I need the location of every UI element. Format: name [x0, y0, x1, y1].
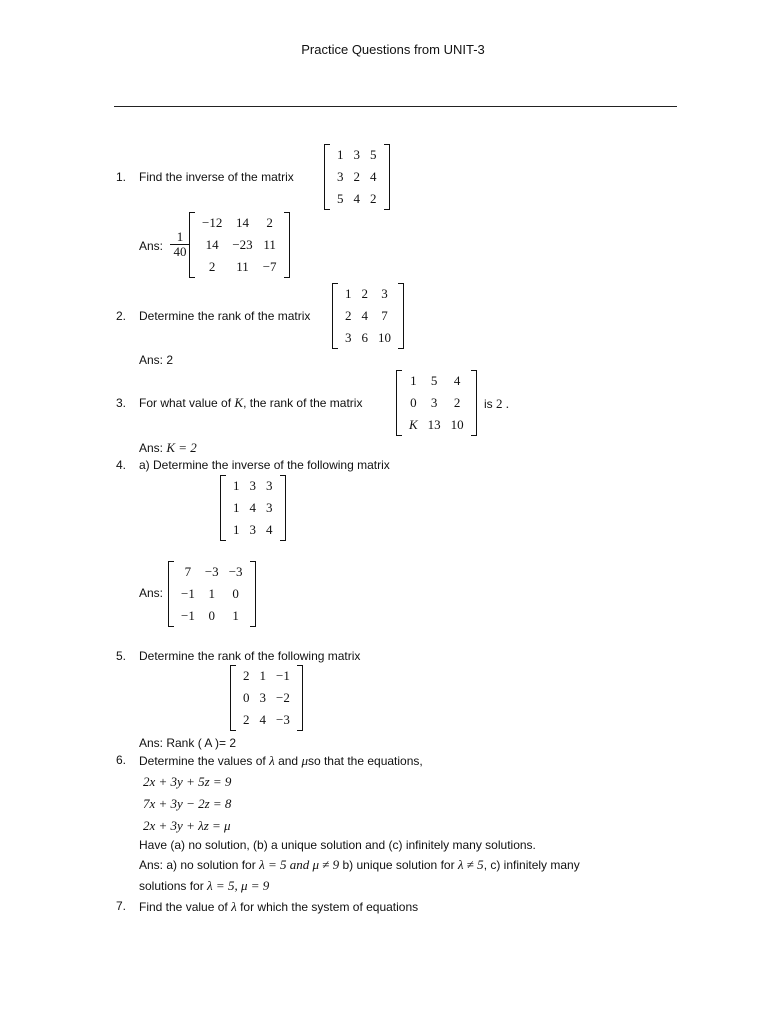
q5-number: 5. [116, 649, 127, 663]
q2-number: 2. [116, 309, 127, 323]
q3-text-c: is 2 . [484, 396, 510, 411]
q6-answer-line-1: Ans: a) no solution for λ = 5 and μ ≠ 9 b) unique solution for λ ≠ 5, c) infinitely many [139, 857, 580, 872]
q5-text: Determine the rank of the following matrix [139, 649, 361, 663]
q6-equation-1: 2x + 3y + 5z = 9 [143, 774, 232, 789]
q7-text: Find the value of λ for which the system of equations [139, 899, 419, 914]
q1-number: 1. [116, 170, 127, 184]
q3-text [139, 395, 362, 411]
q6-equation-2: 7x + 3y − 2z = 8 [143, 796, 232, 811]
q1-fraction: $\frac{1}{40}$ [170, 230, 190, 259]
q5-matrix: 2 1 −1 0 3 −2 2 4 −3 [230, 665, 303, 731]
q4-text: a) Determine the inverse of the following matrix [139, 458, 390, 472]
q2-text: Determine the rank of the matrix [139, 309, 311, 323]
q3-var: K [234, 395, 244, 410]
q4-answer-matrix: 7 −3 −3 −1 1 0 −1 0 1 [168, 561, 256, 627]
q3-text-a: For what value of [139, 396, 232, 410]
q1-matrix: 1 3 5 3 2 4 5 4 2 [324, 144, 390, 210]
q6-answer-line-2: solutions for λ = 5, μ = 9 [139, 878, 270, 893]
q6-have: Have (a) no solution, (b) a unique solution and (c) infinitely many solutions. [139, 838, 536, 852]
q6-equation-3: 2x + 3y + λz = μ [143, 818, 231, 833]
q1-answer-matrix: −12 14 2 14 −23 11 2 11 −7 [189, 212, 290, 278]
q2-matrix: 1 2 3 2 4 7 3 6 10 [332, 283, 404, 349]
q4-number: 4. [116, 458, 127, 472]
q3-answer: Ans: K = 2 [139, 440, 197, 455]
header-rule [114, 106, 677, 107]
q4-ans-label: Ans: [139, 586, 164, 600]
q1-text: Find the inverse of the matrix [139, 170, 294, 184]
q6-text: Determine the values of λ and μso that the equations, [139, 753, 423, 768]
q2-answer: Ans: 2 [139, 353, 174, 367]
q1-ans-label: Ans: [139, 239, 164, 253]
q7-number: 7. [116, 899, 127, 913]
q3-matrix: 1 5 4 0 3 2 K 13 10 [396, 370, 477, 436]
q6-number: 6. [116, 753, 127, 767]
q5-answer: Ans: Rank ( A )= 2 [139, 736, 237, 750]
q4-matrix: 1 3 3 1 4 3 1 3 4 [220, 475, 286, 541]
q3-text-b: , the rank of the matrix [243, 396, 363, 410]
page-title: Practice Questions from UNIT-3 [301, 42, 485, 57]
q3-number: 3. [116, 396, 127, 410]
